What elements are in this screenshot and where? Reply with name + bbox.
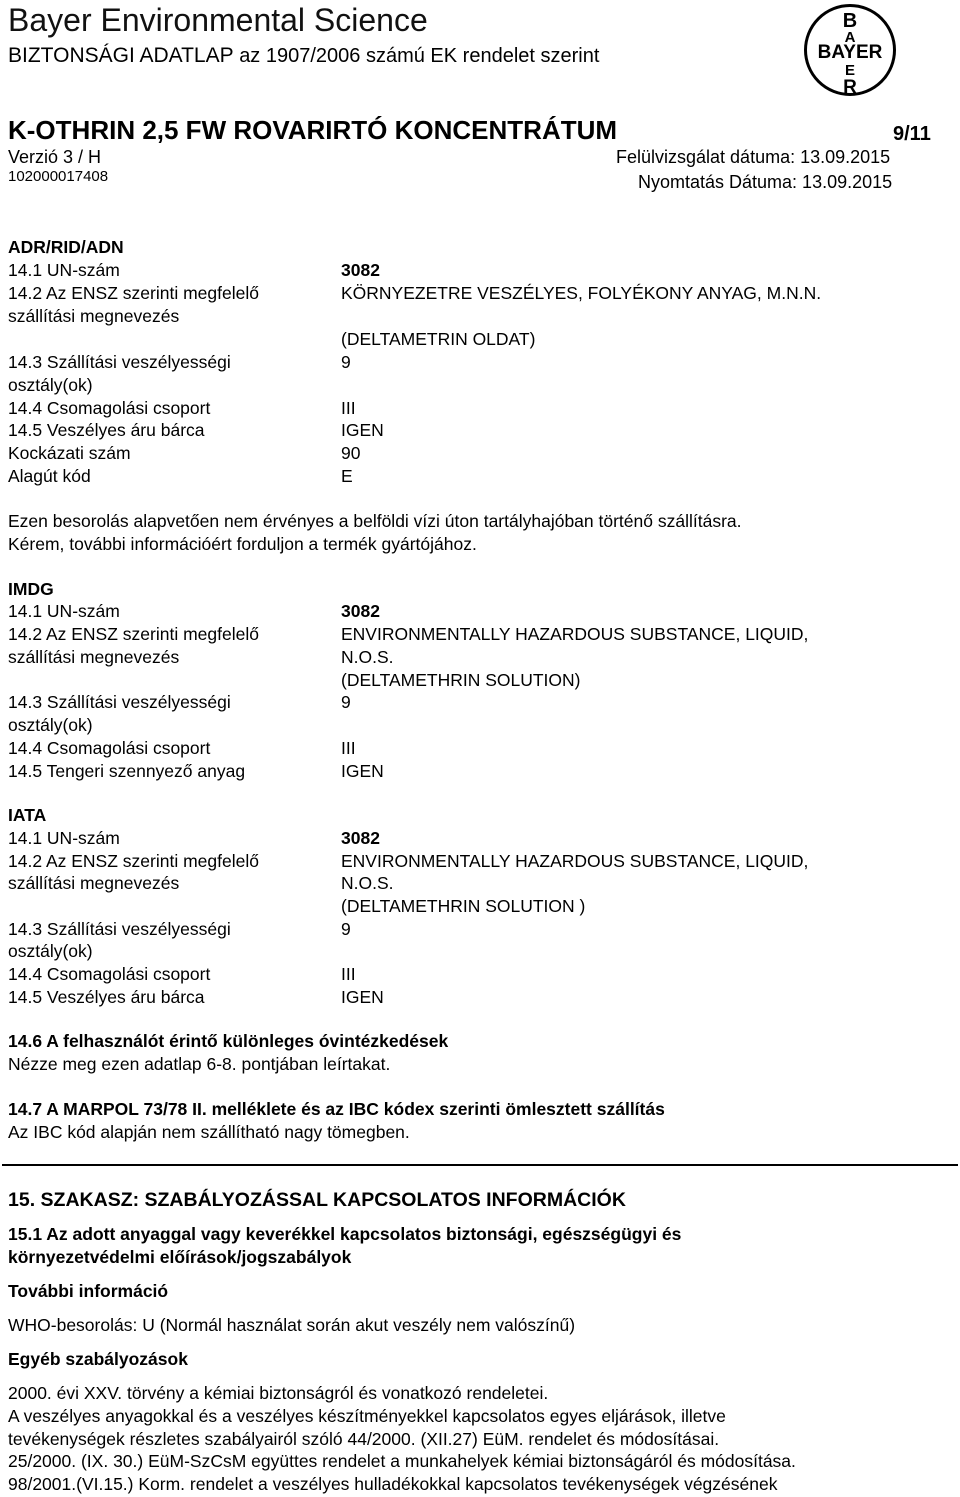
imdg-un-label: 14.1 UN-szám [8,601,120,621]
document-type: BIZTONSÁGI ADATLAP [8,44,234,67]
product-name: K-OTHRIN 2,5 FW ROVARIRTÓ KONCENTRÁTUM [8,115,618,145]
iata-class-label-2: osztály(ok) [8,941,93,961]
adr-tunnel-value: E [341,466,353,486]
imdg-pg-label: 14.4 Csomagolási csoport [8,738,211,758]
section-14-6-heading: 14.6 A felhasználót érintő különleges óvintézkedések [8,1031,449,1051]
imdg-marine-label: 14.5 Tengeri szennyező anyag [8,761,246,781]
adr-class-value: 9 [341,352,351,372]
regulation-line-3: tevékenységek részletes szabályairól szóló 44/2000. (XII.27) EüM. rendelet és módosításai. [8,1429,720,1449]
adr-un-label: 14.1 UN-szám [8,260,120,280]
imdg-heading: IMDG [8,579,54,599]
imdg-name-label-1: 14.2 Az ENSZ szerinti megfelelő [8,624,259,644]
imdg-un-value: 3082 [341,601,380,621]
adr-class-label-1: 14.3 Szállítási veszélyességi [8,352,231,372]
print-date: Nyomtatás Dátuma: 13.09.2015 [638,172,893,192]
imdg-class-label-1: 14.3 Szállítási veszélyességi [8,692,231,712]
regulation-line-2: A veszélyes anyagokkal és a veszélyes készítményekkel kapcsolatos egyes eljárások, illetve [8,1406,726,1426]
imdg-pg-value: III [341,738,356,758]
adr-label-value: IGEN [341,420,384,440]
adr-tunnel-label: Alagút kód [8,466,91,486]
section-15-heading: 15. SZAKASZ: SZABÁLYOZÁSSAL KAPCSOLATOS INFORMÁCIÓK [8,1189,626,1211]
regulation-text: az 1907/2006 számú EK rendelet szerint [239,45,600,67]
iata-class-value: 9 [341,919,351,939]
adr-name-value-1: KÖRNYEZETRE VESZÉLYES, FOLYÉKONY ANYAG, M.N.N. [341,283,822,303]
document-subtitle [8,44,599,68]
section-15-1-heading-2: környezetvédelmi előírások/jogszabályok [8,1247,352,1267]
iata-un-value: 3082 [341,828,380,848]
review-date: Felülvizsgálat dátuma: 13.09.2015 [616,147,891,167]
adr-note-2: Kérem, további információért forduljon a termék gyártójához. [8,534,477,554]
adr-name-value-2: (DELTAMETRIN OLDAT) [341,329,536,349]
regulation-line-5: 98/2001.(VI.15.) Korm. rendelet a veszélyes hulladékokkal kapcsolatos tevékenységek végzésének [8,1474,778,1494]
version: Verzió 3 / H [8,147,102,167]
iata-class-label-1: 14.3 Szállítási veszélyességi [8,919,231,939]
iata-heading: IATA [8,805,47,825]
iata-label-label: 14.5 Veszélyes áru bárca [8,987,205,1007]
imdg-name-value-1: ENVIRONMENTALLY HAZARDOUS SUBSTANCE, LIQUID, [341,624,809,644]
section-14-6-text: Nézze meg ezen adatlap 6-8. pontjában leírtakat. [8,1054,391,1074]
iata-un-label: 14.1 UN-szám [8,828,120,848]
section-14-7-text: Az IBC kód alapján nem szállítható nagy tömegben. [8,1122,410,1142]
iata-name-value-2: N.O.S. [341,873,394,893]
product-code: 102000017408 [8,168,109,185]
further-info-heading: További információ [8,1281,169,1301]
adr-pg-label: 14.4 Csomagolási csoport [8,398,211,418]
adr-label-label: 14.5 Veszélyes áru bárca [8,420,205,440]
iata-label-value: IGEN [341,987,384,1007]
bayer-logo [803,3,897,97]
logo-wordmark: BAYER [817,42,883,63]
logo-letter-v1: A [844,29,856,46]
other-regulations-heading: Egyéb szabályozások [8,1349,188,1369]
adr-name-label-1: 14.2 Az ENSZ szerinti megfelelő [8,283,259,303]
logo-letter-v2: E [844,62,856,79]
logo-letter-bottom: R [843,77,857,97]
imdg-name-value-3: (DELTAMETHRIN SOLUTION) [341,670,581,690]
adr-hazard-label: Kockázati szám [8,443,131,463]
adr-hazard-value: 90 [341,443,361,463]
imdg-name-label-2: szállítási megnevezés [8,647,180,667]
imdg-name-value-2: N.O.S. [341,647,394,667]
iata-pg-value: III [341,964,356,984]
section-divider [2,1164,958,1166]
iata-name-label-2: szállítási megnevezés [8,873,180,893]
adr-pg-value: III [341,398,356,418]
imdg-class-label-2: osztály(ok) [8,715,93,735]
page-number: 9/11 [893,123,931,145]
adr-class-label-2: osztály(ok) [8,375,93,395]
imdg-class-value: 9 [341,692,351,712]
logo-letter-top: B [842,10,858,32]
regulation-line-1: 2000. évi XXV. törvény a kémiai biztonságról és vonatkozó rendeletei. [8,1383,549,1403]
brand-title: Bayer Environmental Science [8,2,428,38]
iata-name-label-1: 14.2 Az ENSZ szerinti megfelelő [8,851,259,871]
imdg-marine-value: IGEN [341,761,384,781]
iata-pg-label: 14.4 Csomagolási csoport [8,964,211,984]
iata-name-value-1: ENVIRONMENTALLY HAZARDOUS SUBSTANCE, LIQUID, [341,851,809,871]
regulation-line-4: 25/2000. (IX. 30.) EüM-SzCsM együttes rendelet a munkahelyek kémiai biztonságáról és módosítása. [8,1451,796,1471]
section-14-7-heading: 14.7 A MARPOL 73/78 II. melléklete és az IBC kódex szerinti ömlesztett szállítás [8,1099,665,1119]
adr-name-label-2: szállítási megnevezés [8,306,180,326]
who-classification: WHO-besorolás: U (Normál használat során akut veszély nem valószínű) [8,1315,576,1335]
adr-note-1: Ezen besorolás alapvetően nem érvényes a belföldi vízi úton tartályhajóban történő szállításra. [8,511,742,531]
iata-name-value-3: (DELTAMETHRIN SOLUTION ) [341,896,586,916]
adr-heading: ADR/RID/ADN [8,237,124,257]
adr-un-value: 3082 [341,260,380,280]
section-15-1-heading-1: 15.1 Az adott anyaggal vagy keverékkel kapcsolatos biztonsági, egészségügyi és [8,1224,682,1244]
